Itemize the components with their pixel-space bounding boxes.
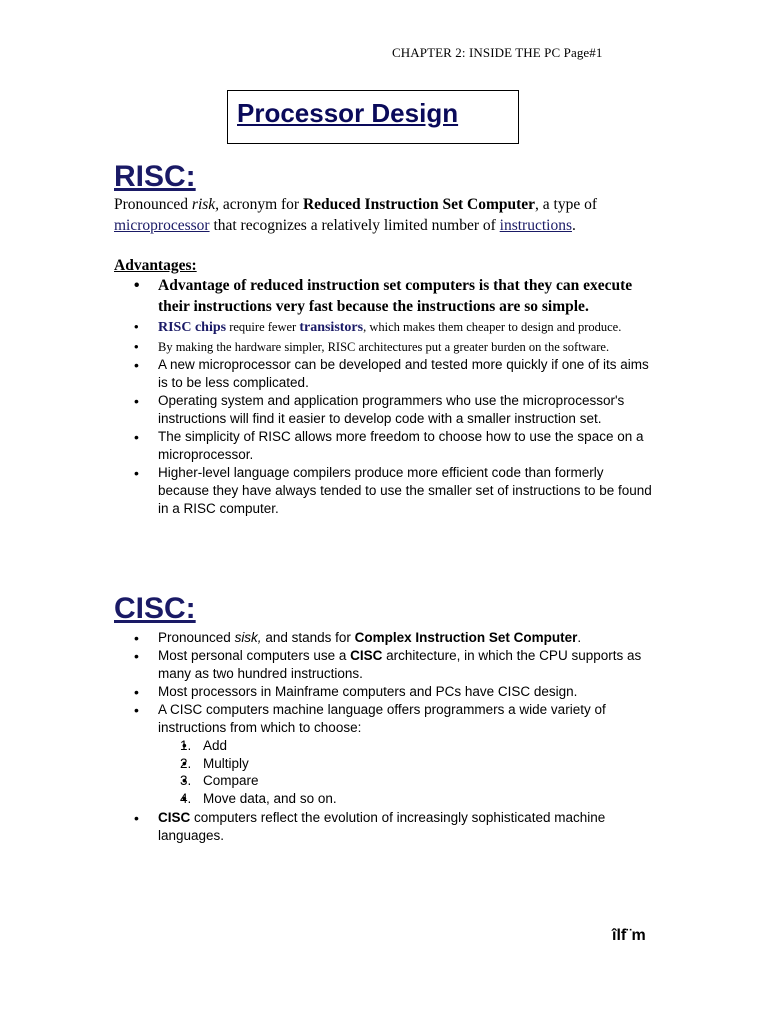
risc-heading: RISC:	[114, 160, 196, 193]
page-header: CHAPTER 2: INSIDE THE PC Page#1	[392, 45, 603, 60]
footer-mark: îlf¨m	[612, 927, 646, 944]
item-text: Most personal computers use a	[158, 648, 351, 663]
item-text: Add	[203, 738, 228, 753]
item-number: • 1.	[180, 738, 192, 753]
list-item: • Higher-level language compilers produce more efficient code than formerly because they have always tended to use the smaller set of instructions to be found in a RISC computer.	[132, 464, 657, 518]
intro-pronunciation: risk,	[191, 196, 220, 213]
list-item	[132, 701, 657, 807]
intro-text: Pronounced	[114, 196, 192, 213]
numbered-item	[180, 772, 657, 790]
item-text: , which makes them cheaper to design and produce.	[363, 320, 622, 334]
list-item: • Operating system and application programmers who use the microprocessor's instructions will find it easier to develop code with a smaller instruction set.	[132, 392, 657, 428]
item-text: of reduced instruction set computers is that they can execute their instructions very fast because the instructions are so simple.	[158, 277, 633, 315]
list-item	[132, 647, 657, 683]
instructions-link[interactable]: instructions	[499, 216, 572, 234]
numbered-list	[158, 737, 657, 807]
item-text: and stands for	[261, 630, 355, 645]
numbered-item	[180, 737, 657, 755]
item-text: require fewer	[226, 320, 300, 334]
intro-text: .	[572, 216, 576, 234]
intro-acronym: Reduced Instruction Set Computer	[302, 196, 536, 213]
numbered-item	[180, 755, 657, 773]
cisc-heading: CISC:	[114, 592, 196, 625]
bold-term: CISC	[350, 648, 383, 663]
bold-term: CISC	[158, 810, 191, 825]
item-text: A CISC computers machine language offers programmers a wide variety of instructions from which to choose:	[158, 702, 606, 735]
bold-term: Complex Instruction Set Computer	[354, 630, 578, 645]
risc-intro	[114, 195, 654, 236]
list-item: • The simplicity of RISC allows more freedom to choose how to use the space on a microprocessor.	[132, 428, 657, 464]
page-title: Processor Design	[237, 98, 459, 128]
item-text: Pronounced	[158, 630, 235, 645]
item-text: .	[577, 630, 582, 645]
microprocessor-link[interactable]: microprocessor	[114, 216, 210, 234]
item-number: • 4.	[180, 790, 192, 806]
list-item: • A new microprocessor can be developed and tested more quickly if one of its aims is to be less complicated.	[132, 356, 657, 392]
intro-text: that recognizes a relatively limited number of	[209, 216, 500, 234]
list-item	[132, 809, 657, 845]
item-text: computers reflect the evolution of increasingly sophisticated machine languages.	[158, 810, 606, 843]
cisc-list	[132, 629, 657, 845]
title-box	[227, 90, 519, 144]
item-number: • 2.	[180, 755, 192, 771]
intro-text: acronym for	[219, 196, 303, 213]
bold-term: transistors	[299, 320, 364, 335]
pronunciation: sisk,	[234, 630, 262, 645]
intro-text: , a type of	[535, 196, 598, 213]
item-text: Compare	[203, 773, 259, 788]
numbered-item	[180, 790, 657, 808]
list-item: • Most processors in Mainframe computers and PCs have CISC design.	[132, 683, 657, 701]
list-item: • By making the hardware simpler, RISC architectures put a greater burden on the software.	[132, 338, 657, 357]
bold-term: Advantage	[158, 277, 230, 294]
bold-term: RISC chips	[158, 320, 227, 335]
list-item	[132, 629, 657, 647]
list-item	[132, 276, 657, 317]
risc-advantages-list	[132, 276, 657, 518]
item-text: architecture, in which the CPU supports as many as two hundred instructions.	[158, 648, 642, 681]
list-item	[132, 318, 657, 338]
advantages-label: Advantages:	[114, 257, 197, 274]
item-text: Move data, and so on.	[203, 790, 337, 806]
item-number: • 3.	[180, 773, 192, 788]
item-text: Multiply	[203, 755, 249, 771]
